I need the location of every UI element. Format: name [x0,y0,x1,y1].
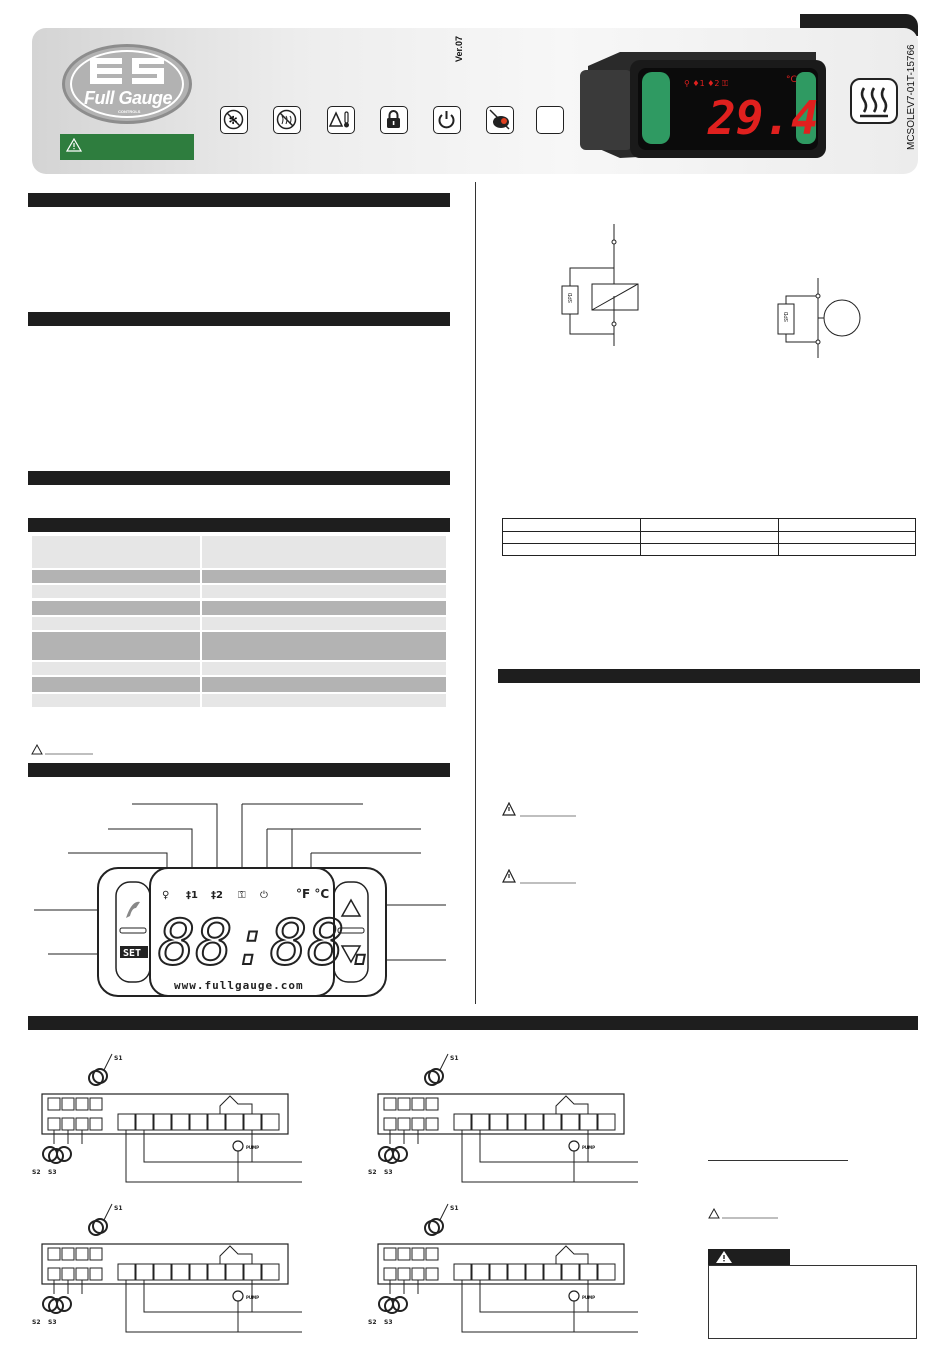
right-table [502,518,916,556]
sensor-label-s2-c: S2 [32,1319,41,1326]
logo-subtitle: CONTROLS [118,109,141,114]
specs-warning-icon [31,744,95,756]
warning-icon [66,138,82,152]
sensor-label-s1-b: S1 [450,1055,459,1062]
unit-labels: °F °C [296,887,330,901]
sensor-label-s2: S2 [32,1169,41,1176]
device-unit: °C [786,75,797,85]
sensor-label-s1-c: S1 [114,1205,123,1212]
delta-thermometer-icon [327,106,355,134]
wiring-diagrams [30,1046,670,1346]
note-line [708,1160,848,1161]
svg-text:‡2: ‡2 [211,890,223,901]
note-warning-icon [708,1208,780,1220]
set-button-label: SET [123,948,142,959]
section-bar-2 [28,312,450,326]
right-warning-icon-2 [502,869,582,885]
logo-brand: Full Gauge [84,88,173,108]
svg-text:⚿: ⚿ [238,890,246,901]
right-warning-icon-1 [502,802,582,818]
sensor-label-s3-d: S3 [384,1319,393,1326]
device-display-value: 29.4 [708,91,819,145]
controller-device-image [580,48,830,160]
version-label: Ver.07 [454,35,464,62]
svg-text:♀: ♀ [162,890,170,901]
spd-label-2: SPD [784,311,790,322]
snowflake-prohibited-icon [220,106,248,134]
website-label: www.fullgauge.com [174,979,304,992]
danger-box [708,1265,917,1339]
spd-contactor-diagram [556,224,646,350]
sensor-label-s3: S3 [48,1169,57,1176]
spd-motor-diagram [774,278,864,362]
svg-text:✻: ✻ [228,114,238,127]
section-bar-5 [28,763,450,777]
pump-label-c: PUMP [246,1295,260,1300]
front-panel-diagram [30,796,450,1006]
svg-text:‡1: ‡1 [186,890,198,901]
section-bar-right [498,669,920,683]
logo-fg-mark [88,56,168,86]
spd-label: SPD [568,292,574,303]
lock-icon [380,106,408,134]
column-divider [475,182,476,1004]
warning-box [60,134,194,160]
sensor-label-s1-d: S1 [450,1205,459,1212]
section-bar-wiring [28,1016,918,1030]
danger-warning-icon [714,1250,734,1264]
sensor-label-s2-d: S2 [368,1319,377,1326]
sensor-label-s1: S1 [114,1055,123,1062]
blank-icon [536,106,564,134]
power-icon [433,106,461,134]
sensor-label-s3-b: S3 [384,1169,393,1176]
svg-text:⏻: ⏻ [260,890,268,901]
sensor-label-s2-b: S2 [368,1169,377,1176]
section-bar-4 [28,518,450,532]
display-digits: 88:88. [158,906,382,979]
sensor-label-s3-c: S3 [48,1319,57,1326]
heating-prohibited-icon [273,106,301,134]
svg-text:⚲ ♦1 ♦2 ⚿: ⚲ ♦1 ♦2 ⚿ [684,79,729,88]
pump-label-d: PUMP [582,1295,596,1300]
pump-label: PUMP [246,1145,260,1150]
document-code: MCSOLEV7-01T-15766 [906,44,917,150]
section-bar-1 [28,193,450,207]
pump-label-b: PUMP [582,1145,596,1150]
hand-no-touch-icon [486,106,514,134]
danger-header [708,1249,790,1265]
heating-waves-icon [850,78,898,124]
section-bar-3 [28,471,450,485]
